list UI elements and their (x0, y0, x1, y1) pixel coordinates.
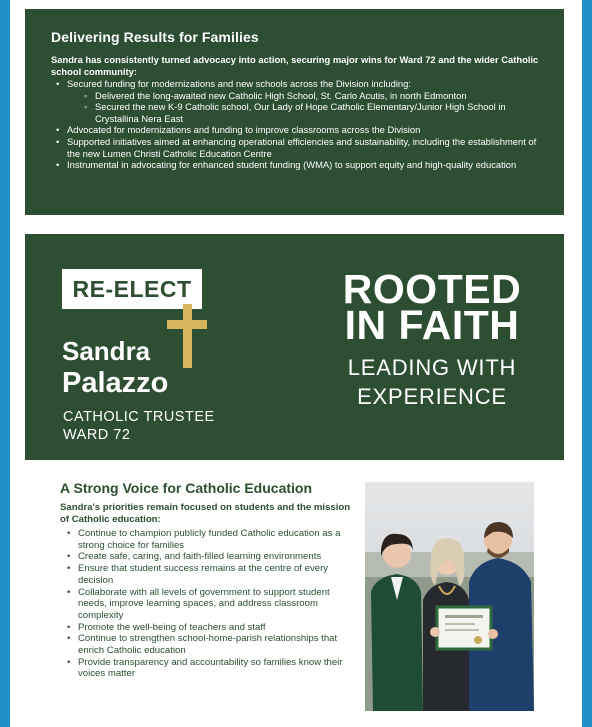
results-item-text: Secured funding for modernizations and new schools across the Division including: (67, 78, 411, 89)
priority-item: • Collaborate with all levels of government to support student needs, improve learning spaces, and address classroom complexity (60, 587, 360, 622)
flyer-page (10, 0, 582, 727)
reelect-label: RE-ELECT (62, 269, 202, 309)
candidate-last-name: Palazzo (62, 367, 169, 399)
results-subitem: ◦ Delivered the long-awaited new Catholic High School, St. Carlo Acutis, in north Edmonton (67, 90, 542, 102)
campaign-tagline (310, 266, 554, 411)
voice-title: A Strong Voice for Catholic Education (60, 480, 313, 496)
tagline-subline: EXPERIENCE (357, 384, 507, 409)
results-sublist (67, 90, 542, 125)
results-subitem: ◦ Secured the new K-9 Catholic school, Our Lady of Hope Catholic Elementary/Junior High School in Crystallina Nera East (67, 101, 542, 124)
page-border-left (0, 0, 10, 727)
results-title: Delivering Results for Families (51, 29, 259, 45)
results-list (51, 78, 542, 171)
candidate-role (63, 408, 215, 444)
priority-item: • Create safe, caring, and faith-filled learning environments (60, 551, 360, 563)
role-title: CATHOLIC TRUSTEE (63, 409, 215, 425)
results-intro: Sandra has consistently turned advocacy into action, securing major wins for Ward 72 and the wider Catholic school community: (51, 54, 539, 77)
results-item (51, 78, 542, 124)
candidate-photo (365, 482, 534, 711)
tagline-line: IN FAITH (344, 302, 520, 348)
cross-icon (183, 304, 192, 368)
campaign-banner (25, 234, 564, 460)
cross-icon-bar (167, 320, 207, 329)
role-ward: WARD 72 (63, 427, 131, 443)
tagline-subline: LEADING WITH (347, 355, 517, 380)
priority-item: • Continue to strengthen school-home-parish relationships that enrich Catholic education (60, 633, 360, 656)
results-item: • Supported initiatives aimed at enhancing operational efficiencies and sustainability, including the establishment of the new Lumen Christi Catholic Education Centre (51, 136, 542, 159)
results-item: • Instrumental in advocating for enhanced student funding (WMA) to support equity and high-quality education (51, 159, 542, 171)
results-panel (25, 9, 564, 215)
priority-item: • Provide transparency and accountability so families know their voices matter (60, 657, 360, 680)
priority-item: • Promote the well-being of teachers and staff (60, 622, 360, 634)
priority-item: • Ensure that student success remains at the centre of every decision (60, 563, 360, 586)
candidate-first-name: Sandra (62, 336, 151, 366)
tagline-line: ROOTED (342, 266, 522, 312)
priorities-list (60, 528, 360, 680)
page-border-right (582, 0, 592, 727)
voice-intro: Sandra's priorities remain focused on students and the mission of Catholic education: (60, 502, 351, 525)
priority-item: • Continue to champion publicly funded Catholic education as a strong choice for families (60, 528, 360, 551)
results-item: • Advocated for modernizations and funding to improve classrooms across the Division (51, 124, 542, 136)
